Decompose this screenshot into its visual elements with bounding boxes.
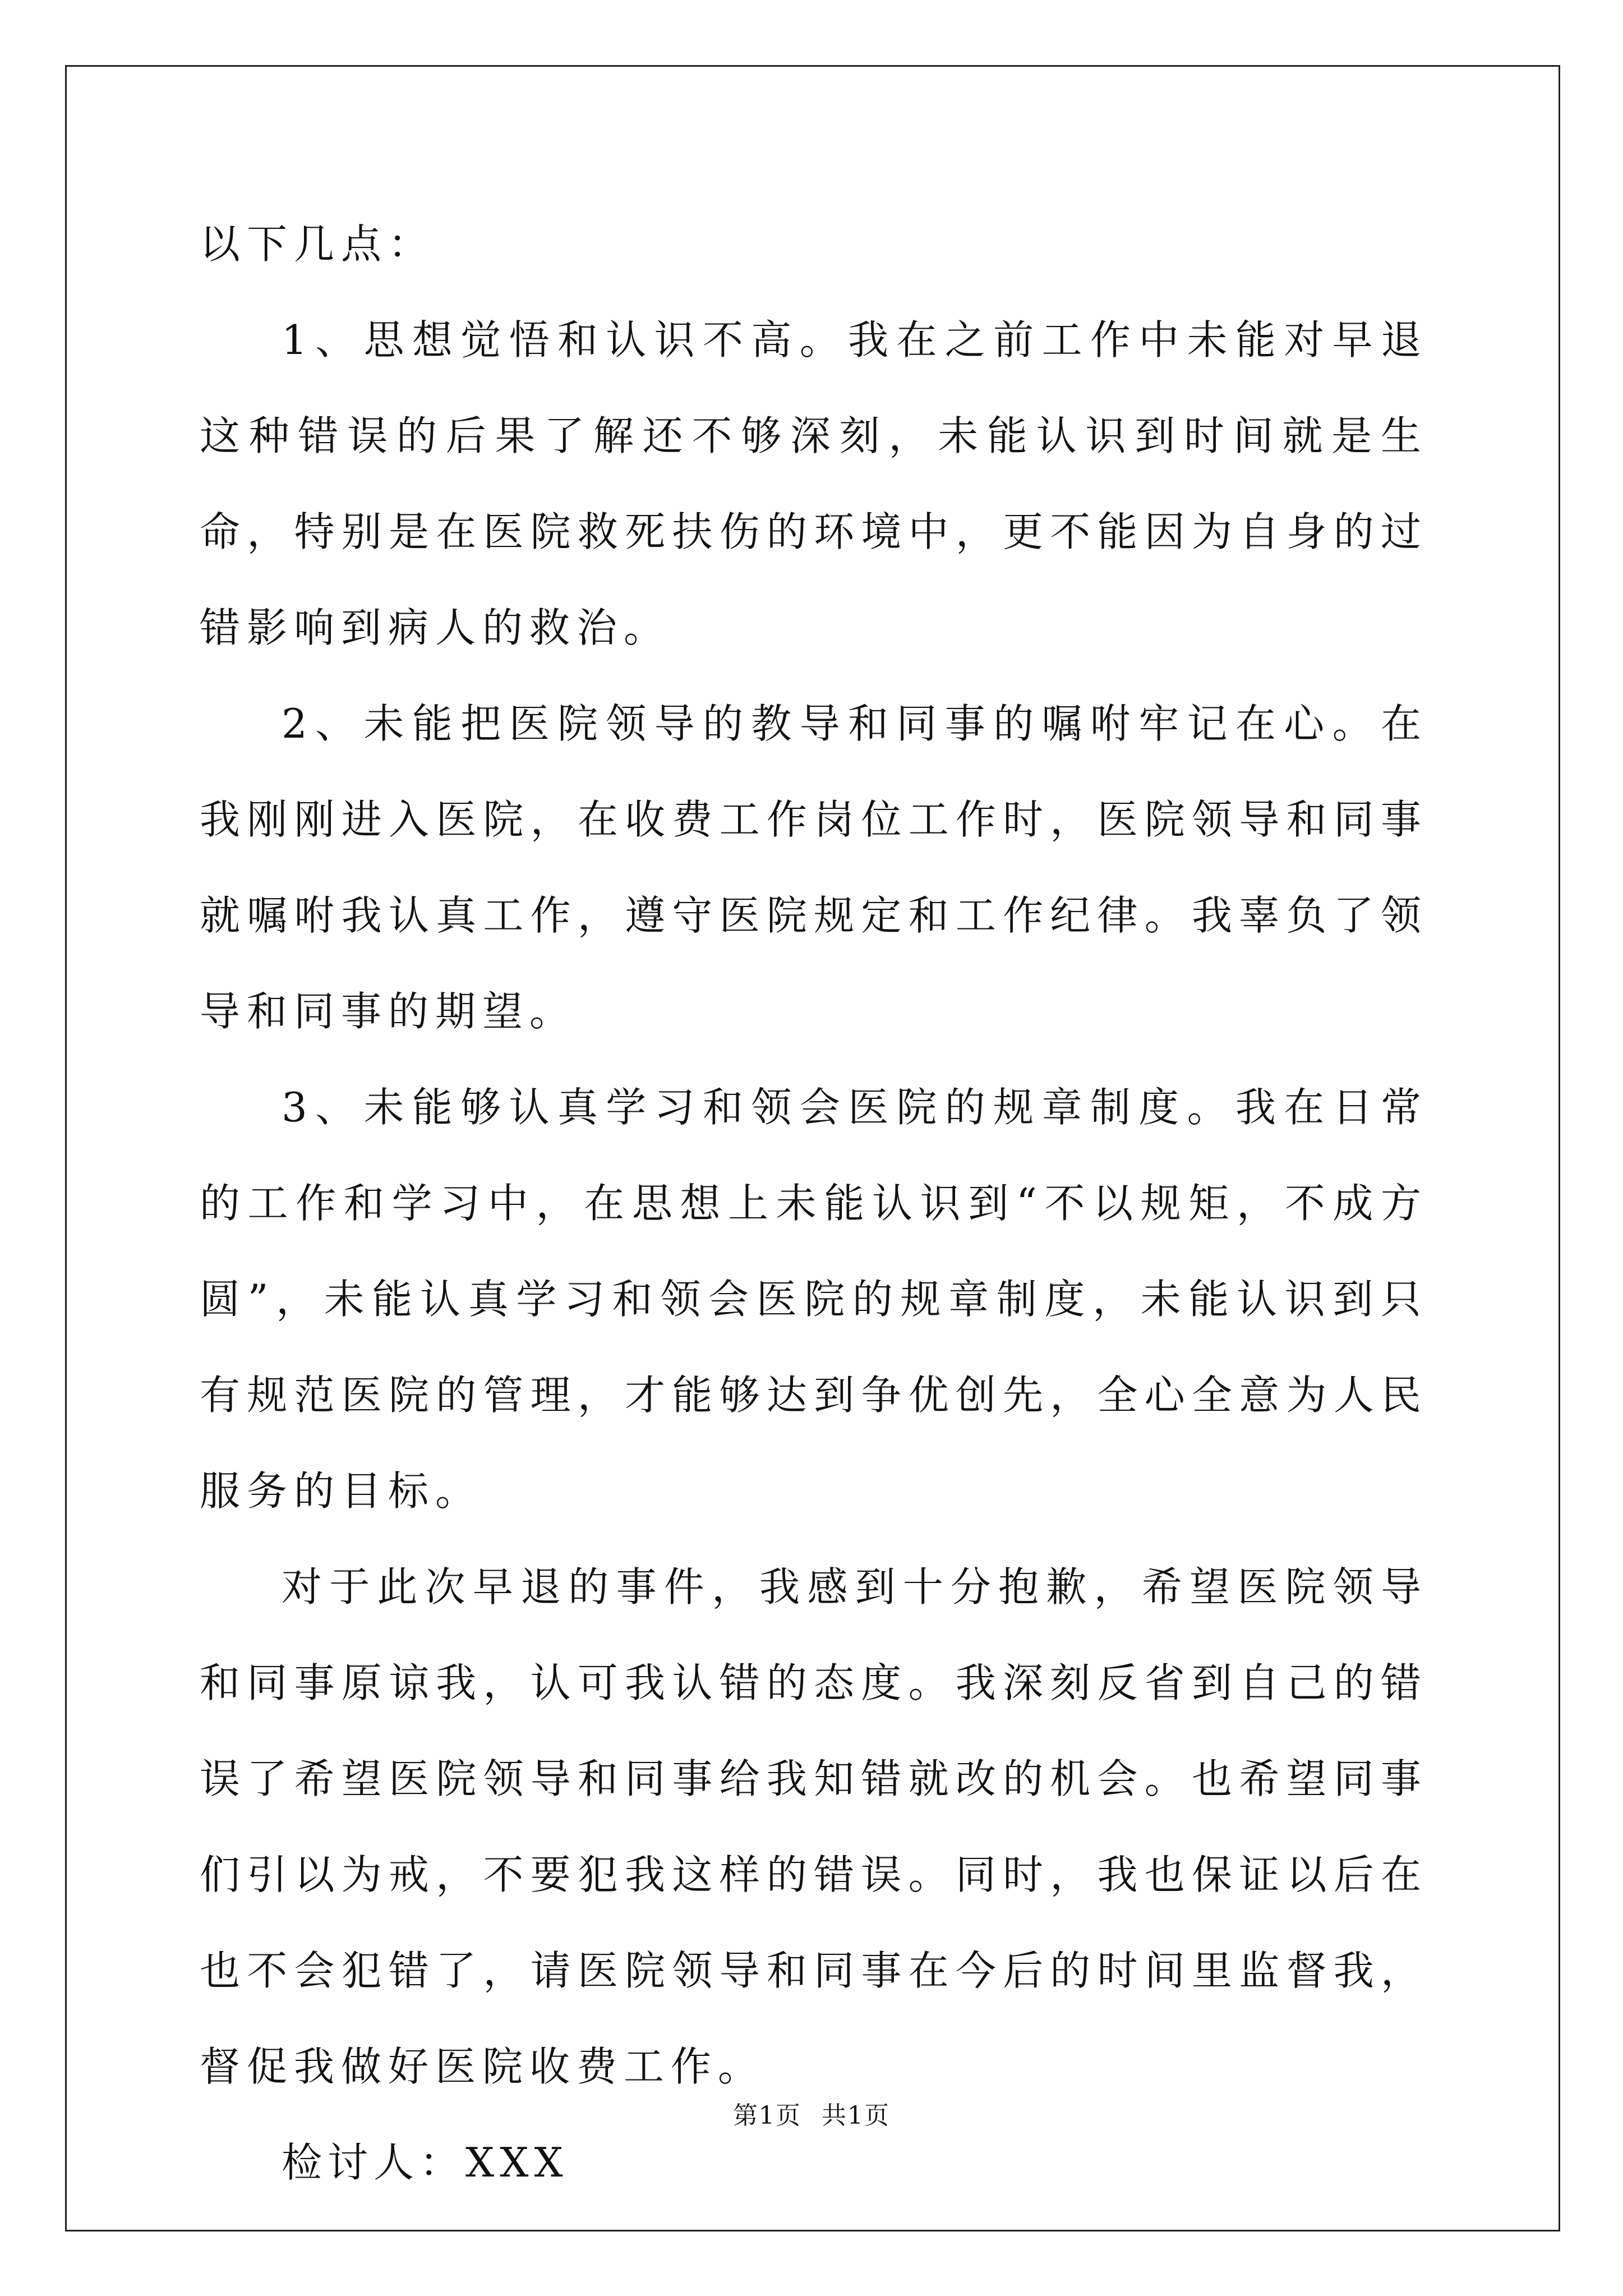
paragraph-point-1: 1、思想觉悟和认识不高。我在之前工作中未能对早退这种错误的后果了解还不够深刻，未能认识到时间就是生命，特别是在医院救死扶伤的环境中，更不能因为自身的过错影响到病人的救治。 bbox=[200, 316, 1428, 651]
paragraph-point-3: 3、未能够认真学习和领会医院的规章制度。我在日常的工作和学习中，在思想上未能认识到“不以规矩，不成方圆”，未能认真学习和领会医院的规章制度，未能认识到只有规范医院的管理，才能够达到争优创先，全心全意为人民服务的目标。 bbox=[200, 1084, 1428, 1515]
signature-line: 检讨人：XXX bbox=[282, 2139, 569, 2186]
paragraph-apology: 对于此次早退的事件，我感到十分抱歉，希望医院领导和同事原谅我，认可我认错的态度。我深刻反省到自己的错误了希望医院领导和同事给我知错就改的机会。也希望同事们引以为戒，不要犯我这样的错误。同时，我也保证以后在也不会犯错了，请医院领导和同事在今后的时间里监督我，督促我做好医院收费工作。 bbox=[200, 1563, 1428, 2090]
paragraph-intro: 以下几点： bbox=[200, 220, 436, 268]
paragraph-point-2: 2、未能把医院领导的教导和同事的嘱咐牢记在心。在我刚刚进入医院，在收费工作岗位工作时，医院领导和同事就嘱咐我认真工作，遵守医院规定和工作纪律。我辜负了领导和同事的期望。 bbox=[200, 700, 1428, 1035]
document-body bbox=[200, 196, 1428, 2211]
page-number: 第1页 bbox=[733, 2101, 801, 2130]
page-footer bbox=[0, 2100, 1623, 2132]
page-total: 共1页 bbox=[822, 2101, 890, 2130]
